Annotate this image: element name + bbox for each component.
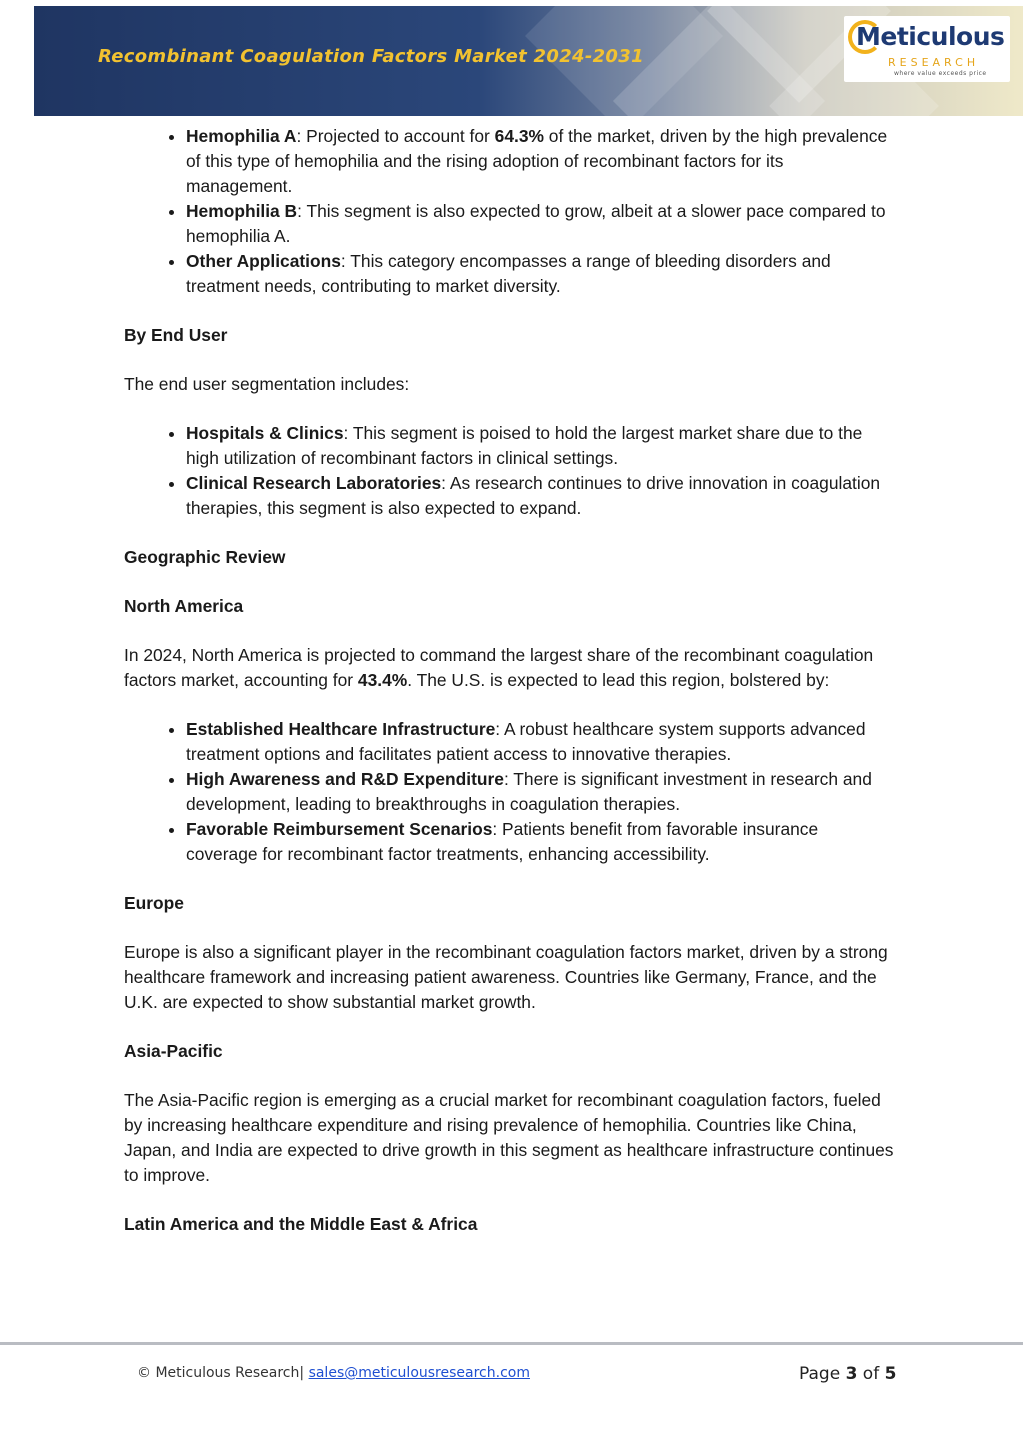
section-heading-north-america: North America [124, 596, 244, 616]
item-text: : This segment is also expected to grow, albeit at a slower pace compared to hemophilia A. [186, 201, 886, 246]
item-term: High Awareness and R&D Expenditure [186, 769, 504, 789]
end-user-list [124, 421, 894, 521]
copyright-text: © Meticulous Research| [137, 1365, 309, 1381]
page-total: 5 [884, 1364, 897, 1384]
item-term: Clinical Research Laboratories [186, 473, 442, 493]
list-item [186, 421, 894, 471]
sales-email-link[interactable]: sales@meticulousresearch.com [308, 1365, 530, 1381]
item-text: : Projected to account for [296, 126, 495, 146]
item-term: Hemophilia A [186, 126, 297, 146]
item-text: : This segment is poised to hold the largest market share due to the high utilization of recombinant factors in clinical settings. [186, 423, 863, 468]
north-america-list [124, 717, 894, 867]
logo-tagline: where value exceeds price [894, 70, 987, 77]
document-body [124, 124, 894, 1237]
item-text: : A robust healthcare system supports advanced treatment options and facilitates patient access to innovative therapies. [186, 719, 866, 764]
page-current: 3 [845, 1364, 858, 1384]
list-item [186, 817, 894, 867]
item-text: : There is significant investment in research and development, leading to breakthroughs in coagulation therapies. [186, 769, 872, 814]
meticulous-logo [844, 16, 1010, 82]
section-heading-europe: Europe [124, 893, 184, 913]
end-user-intro: The end user segmentation includes: [124, 374, 410, 394]
para-text: . The U.S. is expected to lead this region, bolstered by: [407, 670, 830, 690]
europe-paragraph: Europe is also a significant player in the recombinant coagulation factors market, driven by a strong healthcare framework and increasing patient awareness. Countries like Germany, France, and the U.K. are expected to show substantial market growth. [124, 942, 888, 1012]
item-term: Other Applications [186, 251, 341, 271]
report-title: Recombinant Coagulation Factors Market 2024-2031 [98, 46, 644, 67]
section-heading-asia-pacific: Asia-Pacific [124, 1041, 223, 1061]
page-of: of [857, 1364, 885, 1384]
para-text: In 2024, North America is projected to command the largest share of the recombinant coagulation factors market, accounting for [124, 645, 874, 690]
item-term: Hemophilia B [186, 201, 298, 221]
list-item [186, 767, 894, 817]
item-term: Favorable Reimbursement Scenarios [186, 819, 493, 839]
item-term: Hospitals & Clinics [186, 423, 344, 443]
list-item [186, 471, 894, 521]
page-label: Page [799, 1364, 846, 1384]
list-item [186, 249, 894, 299]
north-america-paragraph [124, 643, 894, 693]
item-figure: 64.3% [494, 126, 544, 146]
logo-sub: RESEARCH [888, 56, 980, 69]
item-text: : As research continues to drive innovation in coagulation therapies, this segment is also expected to expand. [186, 473, 881, 518]
item-term: Established Healthcare Infrastructure [186, 719, 496, 739]
item-text: : This category encompasses a range of bleeding disorders and treatment needs, contributing to market diversity. [186, 251, 831, 296]
section-heading-latam-mea: Latin America and the Middle East & Africa [124, 1214, 478, 1234]
header-banner [34, 6, 1023, 116]
para-figure: 43.4% [357, 670, 408, 690]
list-item [186, 717, 894, 767]
item-text: of the market, driven by the high prevalence of this type of hemophilia and the rising adoption of recombinant factors for its management. [186, 126, 888, 196]
page-number [799, 1364, 896, 1384]
logo-brand: Meticulous [856, 22, 1005, 51]
list-item [186, 124, 894, 199]
application-list [124, 124, 894, 299]
footer-divider [0, 1342, 1023, 1345]
section-heading-end-user: By End User [124, 325, 228, 345]
asia-pacific-paragraph: The Asia-Pacific region is emerging as a crucial market for recombinant coagulation factors, fueled by increasing healthcare expenditure and rising prevalence of hemophilia. Countries like China, Japan, and India are expected to drive growth in this segment as healthcare infrastructure continues to improve. [124, 1090, 894, 1185]
footer-copyright [137, 1365, 530, 1381]
section-heading-geographic: Geographic Review [124, 547, 286, 567]
list-item [186, 199, 894, 249]
item-text: : Patients benefit from favorable insurance coverage for recombinant factor treatments, enhancing accessibility. [186, 819, 819, 864]
